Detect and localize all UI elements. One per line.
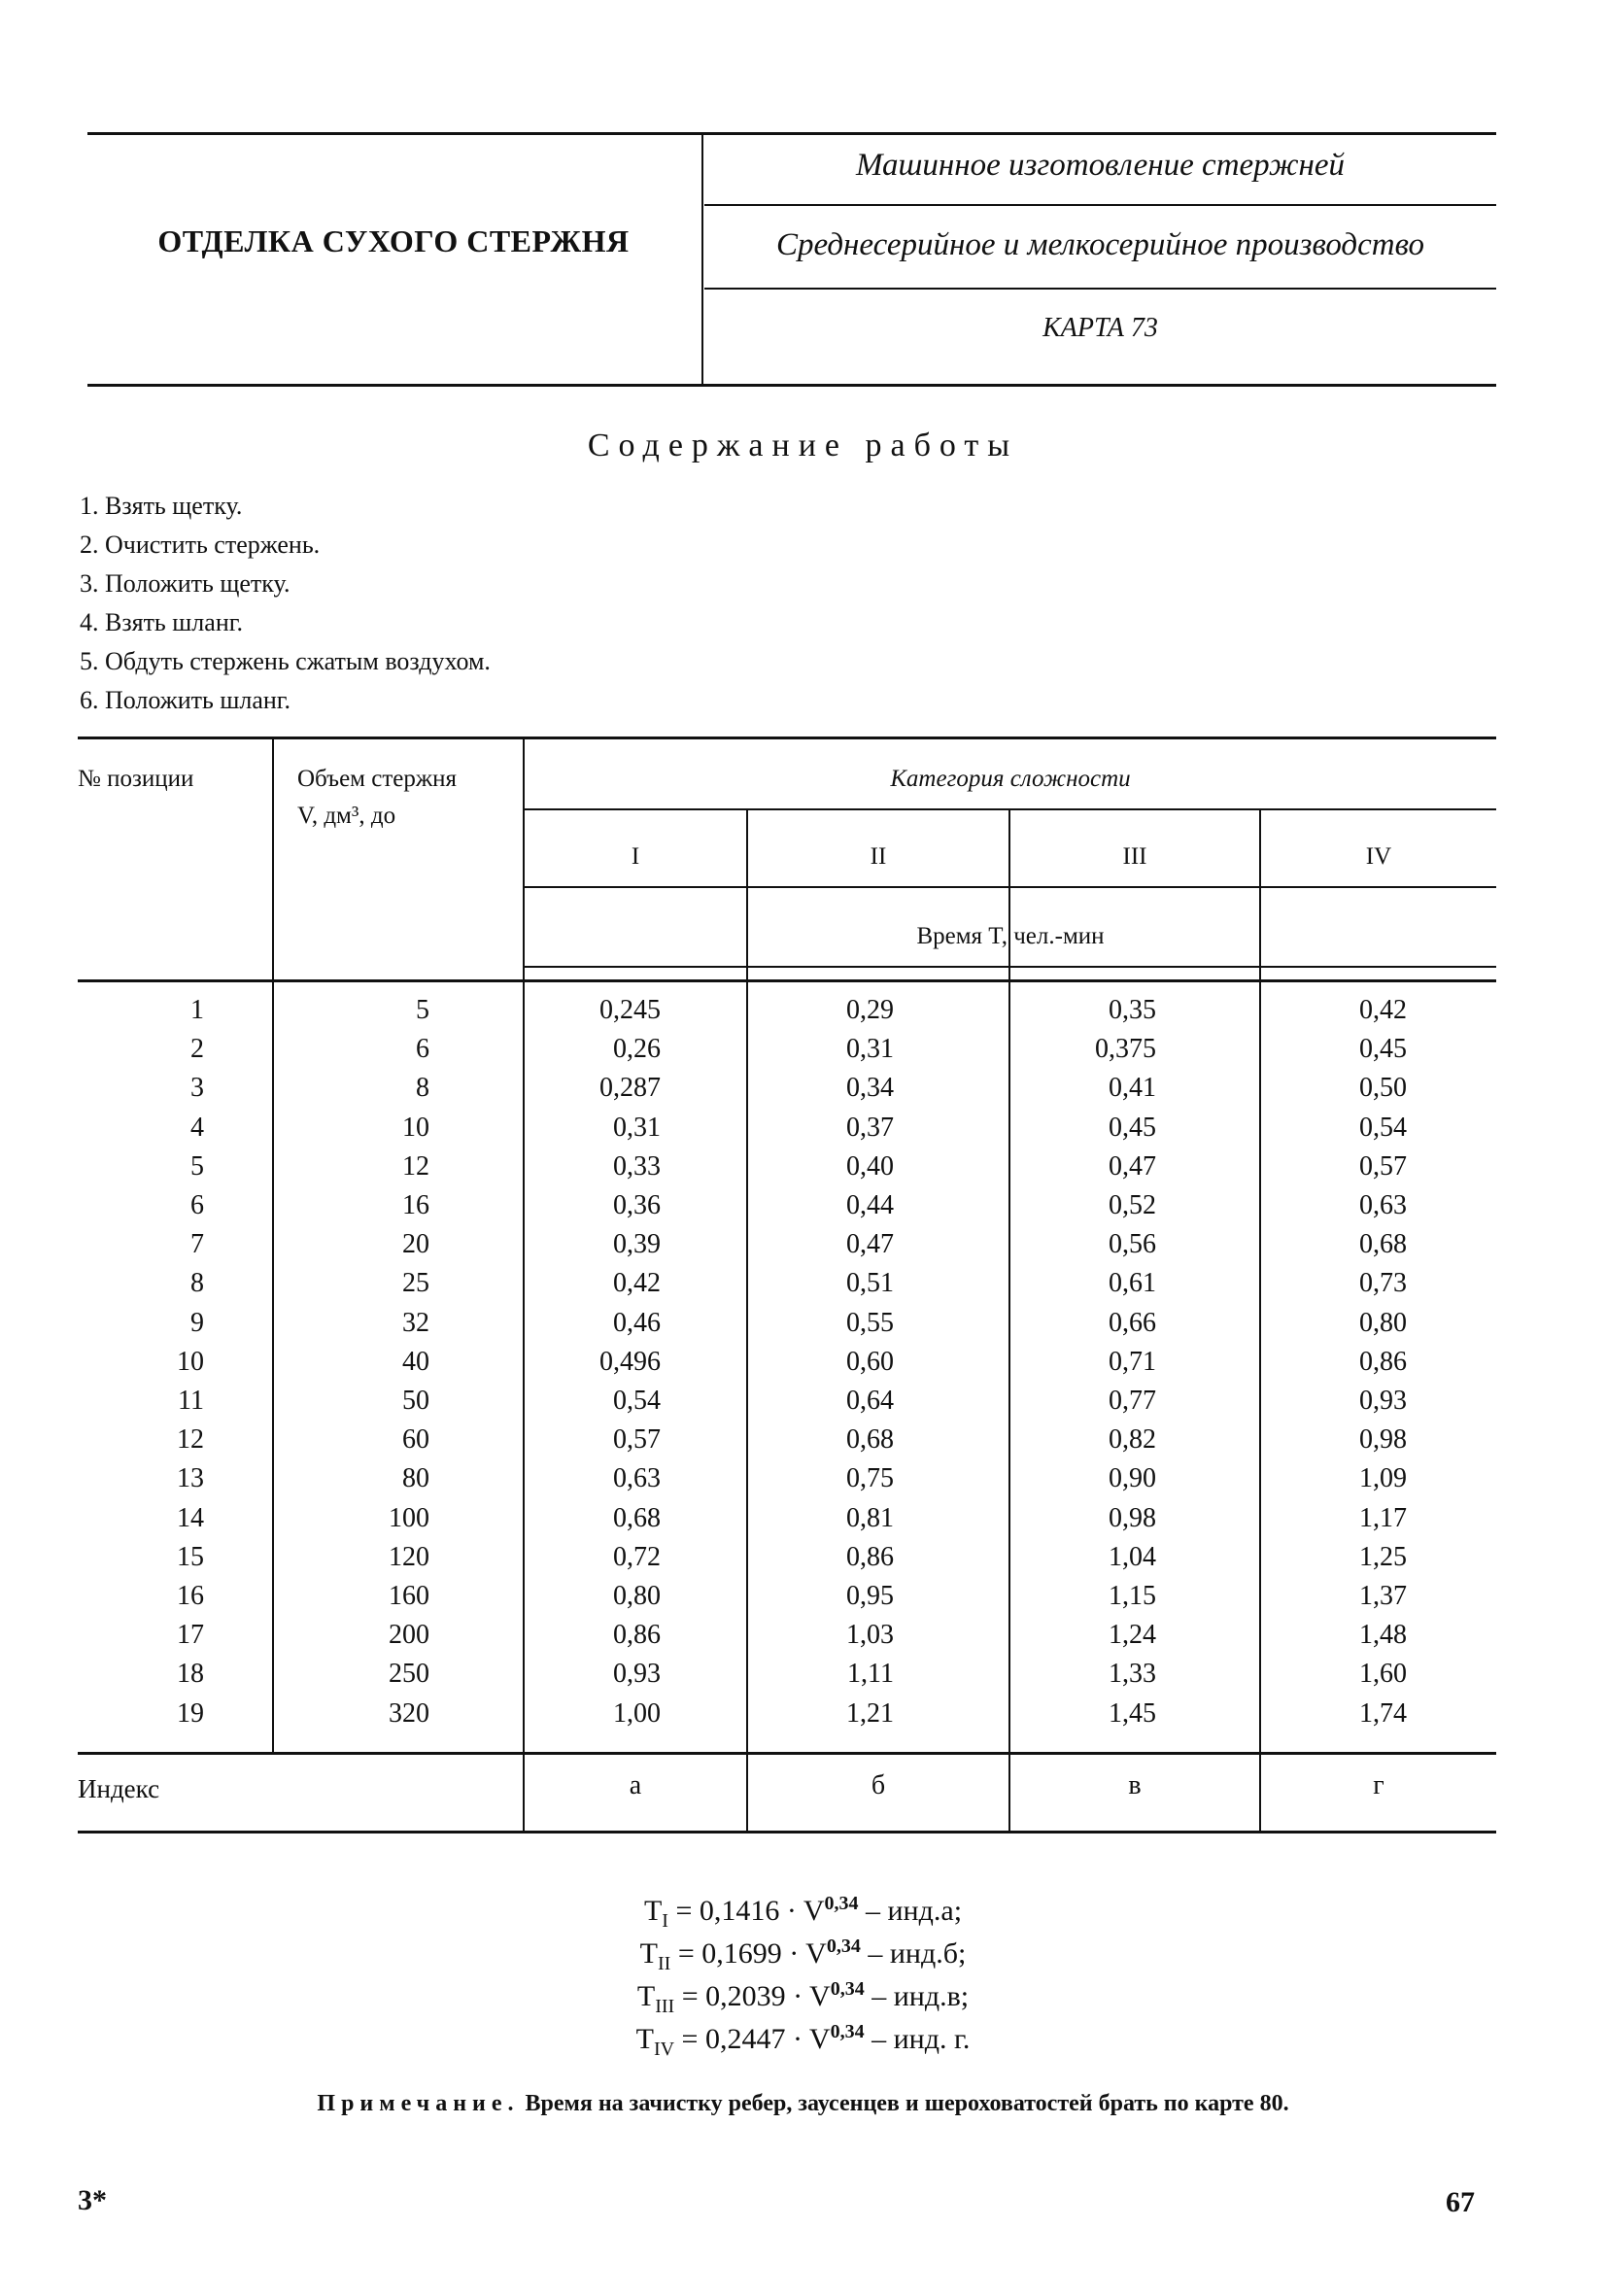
cell-position: 16	[177, 1581, 204, 1611]
cell-cat-2: 0,68	[846, 1424, 894, 1456]
cell-position: 11	[178, 1386, 204, 1416]
cell-volume: 320	[389, 1697, 429, 1729]
cell-cat-3: 1,04	[1109, 1541, 1156, 1572]
cell-cat-4: 0,45	[1359, 1034, 1407, 1065]
cell-cat-2: 0,55	[846, 1307, 894, 1338]
cell-cat-2: 0,60	[846, 1346, 894, 1377]
cell-volume: 250	[389, 1659, 429, 1690]
cell-cat-1: 0,36	[613, 1190, 661, 1220]
note-text: Время на зачистку ребер, заусенцев и шероховатостей брать по карте 80.	[519, 2091, 1289, 2116]
cell-cat-2: 0,95	[846, 1581, 894, 1611]
cell-cat-4: 0,50	[1359, 1073, 1407, 1104]
cell-volume: 100	[389, 1502, 429, 1533]
cell-cat-3: 1,33	[1109, 1659, 1156, 1690]
table-head-bottom-rule	[78, 979, 1496, 982]
cell-cat-4: 1,48	[1359, 1620, 1407, 1651]
cell-cat-1: 0,26	[613, 1034, 661, 1065]
cell-cat-3: 0,52	[1109, 1190, 1156, 1220]
cell-cat-4: 1,74	[1359, 1697, 1407, 1729]
step-6: 6. Положить шланг.	[80, 686, 291, 714]
cell-cat-4: 0,73	[1359, 1268, 1407, 1299]
signature-mark: 3*	[78, 2184, 107, 2216]
cell-volume: 16	[402, 1190, 429, 1220]
cell-cat-1: 0,72	[613, 1541, 661, 1572]
table-bottom-rule	[78, 1831, 1496, 1833]
cell-position: 19	[177, 1697, 204, 1729]
cell-position: 3	[190, 1073, 204, 1104]
work-content-title: Содержание работы	[587, 428, 1019, 463]
cell-cat-4: 1,60	[1359, 1659, 1407, 1690]
formula-2: $T_{II} = 0,1699 \cdot V^{0,34} - инд.б$;	[639, 1936, 967, 1974]
col-header-position: № позиции	[78, 766, 194, 792]
document-title: ОТДЕЛКА СУХОГО СТЕРЖНЯ	[157, 223, 630, 258]
cell-position: 4	[190, 1112, 204, 1143]
col-header-category: Категория сложности	[890, 766, 1131, 792]
cell-cat-4: 0,42	[1359, 995, 1407, 1025]
cell-cat-1: 0,57	[613, 1424, 661, 1456]
cell-cat-4: 0,57	[1359, 1150, 1407, 1182]
cell-cat-1: 0,54	[613, 1386, 661, 1416]
cell-cat-2: 1,21	[846, 1697, 894, 1729]
cell-cat-3: 0,77	[1109, 1386, 1156, 1416]
cell-cat-3: 1,15	[1109, 1581, 1156, 1611]
cell-volume: 25	[402, 1268, 429, 1299]
cell-cat-1: 1,00	[613, 1697, 661, 1729]
note-label: Примечание.	[317, 2091, 520, 2116]
cell-cat-2: 0,64	[846, 1386, 894, 1416]
cell-position: 12	[177, 1424, 204, 1456]
cell-cat-2: 0,31	[846, 1034, 894, 1065]
cell-cat-3: 0,35	[1109, 995, 1156, 1025]
cell-position: 18	[177, 1659, 204, 1690]
cell-cat-4: 0,54	[1359, 1112, 1407, 1143]
process-type: Машинное изготовление стержней	[855, 148, 1346, 183]
index-label: Индекс	[78, 1774, 160, 1803]
table-body-bottom-rule	[78, 1752, 1496, 1755]
cell-volume: 160	[389, 1581, 429, 1611]
cell-cat-2: 0,51	[846, 1268, 894, 1299]
col-header-cat-1: I	[631, 843, 640, 870]
cell-cat-1: 0,63	[613, 1463, 661, 1494]
header-bottom-rule	[87, 384, 1496, 387]
cell-position: 2	[190, 1034, 204, 1065]
cell-position: 14	[177, 1502, 204, 1533]
cell-cat-1: 0,31	[613, 1112, 661, 1143]
index-cat-2: б	[871, 1770, 886, 1800]
card-number: КАРТА 73	[1042, 313, 1158, 343]
cell-position: 8	[190, 1268, 204, 1299]
category-rule	[525, 808, 1496, 810]
cell-cat-4: 0,86	[1359, 1346, 1407, 1377]
header-top-rule	[87, 132, 1496, 135]
header-rule-1	[704, 204, 1496, 206]
cell-cat-3: 0,66	[1109, 1307, 1156, 1338]
cell-cat-4: 0,63	[1359, 1190, 1407, 1220]
cell-cat-2: 1,03	[846, 1620, 894, 1651]
cell-cat-4: 0,68	[1359, 1229, 1407, 1260]
header-divider	[701, 132, 703, 387]
cell-volume: 20	[402, 1229, 429, 1260]
col-header-cat-2: II	[870, 843, 887, 870]
cell-cat-3: 0,375	[1095, 1034, 1156, 1065]
formula-4: $T_{IV} = 0,2447 \cdot V^{0,34}$ – инд. г.	[635, 2021, 971, 2060]
cell-cat-2: 0,44	[846, 1190, 894, 1220]
time-rule	[525, 966, 1496, 968]
cell-cat-4: 0,93	[1359, 1386, 1407, 1416]
cell-position: 1	[190, 995, 204, 1025]
cell-volume: 8	[416, 1073, 429, 1104]
cell-cat-1: 0,80	[613, 1581, 661, 1611]
step-3: 3. Положить щетку.	[80, 569, 290, 598]
cell-position: 6	[190, 1190, 204, 1220]
cell-position: 5	[190, 1150, 204, 1182]
cell-cat-3: 0,82	[1109, 1424, 1156, 1456]
col-header-cat-3: III	[1122, 843, 1147, 870]
note	[0, 2091, 1606, 2117]
cell-cat-3: 0,45	[1109, 1112, 1156, 1143]
col-header-time: Время T, чел.-мин	[916, 923, 1105, 949]
table-top-rule	[78, 737, 1496, 739]
cell-cat-1: 0,68	[613, 1502, 661, 1533]
formula-3: $T_{III} = 0,2039 \cdot V^{0,34} - инд.в$;	[636, 1978, 970, 2017]
cell-cat-3: 0,71	[1109, 1346, 1156, 1377]
cell-volume: 60	[402, 1424, 429, 1456]
formula-1: $T_I = 0,1416 \cdot V^{0,34} - инд.а$;	[643, 1893, 963, 1932]
cell-cat-4: 1,25	[1359, 1541, 1407, 1572]
cell-cat-2: 0,34	[846, 1073, 894, 1104]
cell-cat-4: 1,37	[1359, 1581, 1407, 1611]
cell-cat-4: 0,80	[1359, 1307, 1407, 1338]
index-cat-1: а	[629, 1770, 642, 1800]
cell-volume: 80	[402, 1463, 429, 1494]
page-number: 67	[1446, 2186, 1475, 2218]
cell-cat-2: 0,29	[846, 995, 894, 1025]
production-type: Среднесерийное и мелкосерийное производство	[776, 227, 1424, 262]
cell-cat-1: 0,93	[613, 1659, 661, 1690]
roman-rule	[525, 886, 1496, 888]
step-5: 5. Обдуть стержень сжатым воздухом.	[80, 647, 491, 675]
cell-cat-3: 0,47	[1109, 1150, 1156, 1182]
cell-cat-1: 0,245	[599, 995, 661, 1025]
cell-cat-2: 0,47	[846, 1229, 894, 1260]
cell-cat-3: 0,41	[1109, 1073, 1156, 1104]
cell-volume: 32	[402, 1307, 429, 1338]
col-header-volume-line2: V, дм³, до	[297, 803, 396, 829]
cell-cat-4: 1,17	[1359, 1502, 1407, 1533]
cell-volume: 50	[402, 1386, 429, 1416]
cell-position: 17	[177, 1620, 204, 1651]
cell-cat-4: 0,98	[1359, 1424, 1407, 1456]
cell-cat-3: 0,61	[1109, 1268, 1156, 1299]
cell-cat-1: 0,39	[613, 1229, 661, 1260]
cell-cat-3: 1,45	[1109, 1697, 1156, 1729]
cell-cat-1: 0,287	[599, 1073, 661, 1104]
cell-position: 9	[190, 1307, 204, 1338]
cell-volume: 5	[416, 995, 429, 1025]
step-2: 2. Очистить стержень.	[80, 531, 321, 559]
cell-cat-2: 0,81	[846, 1502, 894, 1533]
cell-cat-3: 0,56	[1109, 1229, 1156, 1260]
cell-cat-3: 0,90	[1109, 1463, 1156, 1494]
cell-cat-1: 0,496	[599, 1346, 661, 1377]
cell-volume: 10	[402, 1112, 429, 1143]
cell-cat-2: 0,37	[846, 1112, 894, 1143]
cell-position: 15	[177, 1541, 204, 1572]
cell-cat-2: 0,75	[846, 1463, 894, 1494]
cell-position: 7	[190, 1229, 204, 1260]
cell-position: 13	[177, 1463, 204, 1494]
cell-cat-1: 0,46	[613, 1307, 661, 1338]
cell-cat-1: 0,33	[613, 1150, 661, 1182]
cell-volume: 200	[389, 1620, 429, 1651]
cell-position: 10	[177, 1346, 204, 1377]
cell-cat-2: 0,40	[846, 1150, 894, 1182]
cell-volume: 120	[389, 1541, 429, 1572]
cell-cat-4: 1,09	[1359, 1463, 1407, 1494]
step-4: 4. Взять шланг.	[80, 608, 243, 636]
cell-cat-1: 0,86	[613, 1620, 661, 1651]
col-header-volume-line1: Объем стержня	[297, 766, 458, 792]
index-cat-4: г	[1373, 1770, 1384, 1800]
cell-volume: 12	[402, 1150, 429, 1182]
header-rule-2	[704, 288, 1496, 290]
step-1: 1. Взять щетку.	[80, 492, 243, 520]
index-cat-3: в	[1128, 1770, 1142, 1800]
cell-cat-1: 0,42	[613, 1268, 661, 1299]
cell-cat-3: 1,24	[1109, 1620, 1156, 1651]
col-header-cat-4: IV	[1365, 843, 1392, 870]
cell-volume: 6	[416, 1034, 429, 1065]
cell-volume: 40	[402, 1346, 429, 1377]
cell-cat-3: 0,98	[1109, 1502, 1156, 1533]
cell-cat-2: 1,11	[847, 1659, 894, 1690]
cell-cat-2: 0,86	[846, 1541, 894, 1572]
